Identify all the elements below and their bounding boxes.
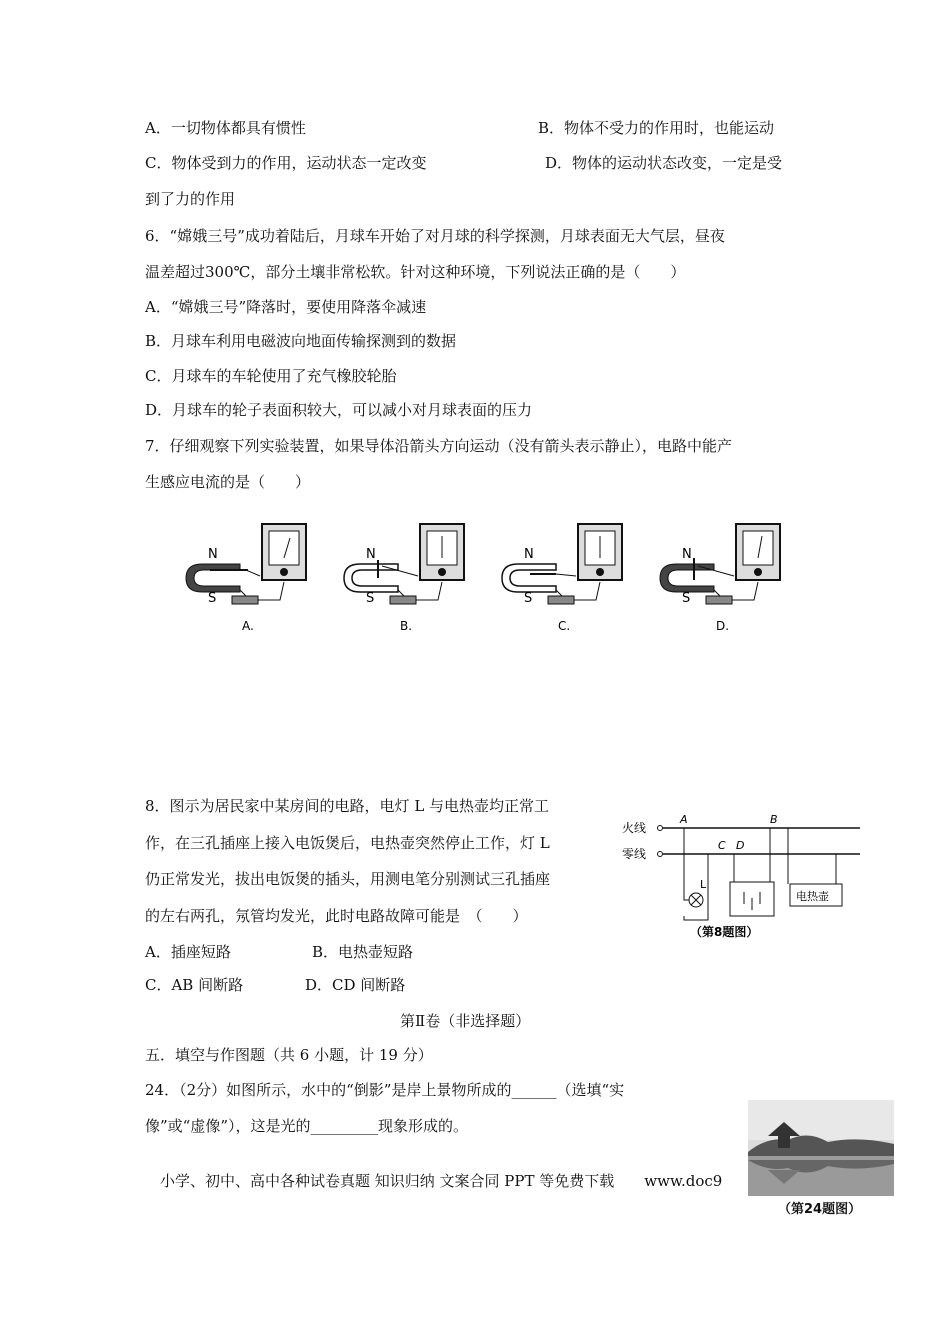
switch-icon xyxy=(548,596,574,604)
q24-reflection-photo xyxy=(748,1100,894,1196)
point-a-label: A xyxy=(680,813,688,826)
q7-b-n-label: N xyxy=(366,547,376,562)
switch-icon xyxy=(390,596,416,604)
switch-icon xyxy=(706,596,732,604)
q7-stem-line1: 7．仔细观察下列实验装置，如果导体沿箭头方向运动（没有箭头表示静止），电路中能产 xyxy=(145,437,733,455)
part-five-heading: 五．填空与作图题（共 6 小题，计 19 分） xyxy=(145,1046,433,1064)
q5-option-a: A．一切物体都具有惯性 xyxy=(145,119,306,137)
q7-a-label: A. xyxy=(242,619,254,633)
q6-option-d: D．月球车的轮子表面积较大，可以减小对月球表面的压力 xyxy=(145,401,533,419)
q7-apparatus-figure xyxy=(170,518,800,636)
q7-d-n-label: N xyxy=(682,547,692,562)
q8-option-c: C．AB 间断路 xyxy=(145,976,244,994)
point-c-label: C xyxy=(718,839,726,852)
q24-line1: 24．（2分）如图所示，水中的“倒影”是岸上景物所成的______（选填“实 xyxy=(145,1081,625,1099)
q7-panel-d xyxy=(660,524,780,633)
q7-c-s-label: S xyxy=(524,591,533,606)
section-title: 第Ⅱ卷（非选择题） xyxy=(400,1012,531,1030)
lamp-label: L xyxy=(700,878,707,891)
q5-option-d-continued: 到了力的作用 xyxy=(145,190,236,208)
q8-option-a: A．插座短路 xyxy=(145,943,231,961)
q24-line2: 像”或“虚像”），这是光的_________现象形成的。 xyxy=(145,1117,469,1135)
q7-panel-a xyxy=(186,524,306,633)
q7-b-label: B. xyxy=(400,619,413,633)
q7-d-label: D. xyxy=(716,619,730,633)
q8-figure-caption: （第8题图） xyxy=(690,925,759,939)
q5-option-b: B．物体不受力的作用时，也能运动 xyxy=(538,119,775,137)
q6-option-b: B．月球车利用电磁波向地面传输探测到的数据 xyxy=(145,332,457,350)
q7-b-s-label: S xyxy=(366,591,375,606)
live-wire-label: 火线 xyxy=(622,821,647,835)
q7-c-label: C. xyxy=(558,619,571,633)
q7-panel-b xyxy=(344,524,464,633)
q24-figure-caption: （第24题图） xyxy=(778,1202,862,1217)
q8-option-d: D．CD 间断路 xyxy=(305,976,406,994)
point-b-label: B xyxy=(770,813,778,826)
q8-stem-line4: 的左右两孔，氖管均发光，此时电路故障可能是 （ ） xyxy=(145,907,528,925)
q8-stem-line1: 8．图示为居民家中某房间的电路，电灯 L 与电热壶均正常工 xyxy=(145,797,550,815)
q8-circuit-figure xyxy=(620,812,868,942)
q6-stem-line1: 6．“嫦娥三号”成功着陆后，月球车开始了对月球的科学探测，月球表面无大气层，昼夜 xyxy=(145,227,725,245)
q5-option-d: D．物体的运动状态改变，一定是受 xyxy=(545,154,783,172)
q7-a-n-label: N xyxy=(208,547,218,562)
q6-stem-line2: 温差超过300℃，部分土壤非常松软。针对这种环境，下列说法正确的是（ ） xyxy=(145,263,686,281)
q6-option-c: C．月球车的车轮使用了充气橡胶轮胎 xyxy=(145,367,397,385)
q8-stem-line2: 作，在三孔插座上接入电饭煲后，电热壶突然停止工作，灯 L xyxy=(145,834,550,852)
neutral-wire-label: 零线 xyxy=(622,847,647,861)
q7-d-s-label: S xyxy=(682,591,691,606)
footer-text: 小学、初中、高中各种试卷真题 知识归纳 文案合同 PPT 等免费下载 www.doc9 xyxy=(160,1172,723,1190)
q8-option-b: B．电热壶短路 xyxy=(312,943,414,961)
q6-option-a: A．“嫦娥三号”降落时，要使用降落伞减速 xyxy=(145,298,427,316)
kettle-label: 电热壶 xyxy=(796,890,829,903)
q7-c-n-label: N xyxy=(524,547,534,562)
q7-stem-line2: 生感应电流的是（ ） xyxy=(145,473,311,491)
point-d-label: D xyxy=(736,839,745,852)
q5-option-c: C．物体受到力的作用，运动状态一定改变 xyxy=(145,154,427,172)
switch-icon xyxy=(232,596,258,604)
q7-panel-c xyxy=(502,524,622,633)
q7-a-s-label: S xyxy=(208,591,217,606)
q8-stem-line3: 仍正常发光，拔出电饭煲的插头，用测电笔分别测试三孔插座 xyxy=(145,870,551,888)
